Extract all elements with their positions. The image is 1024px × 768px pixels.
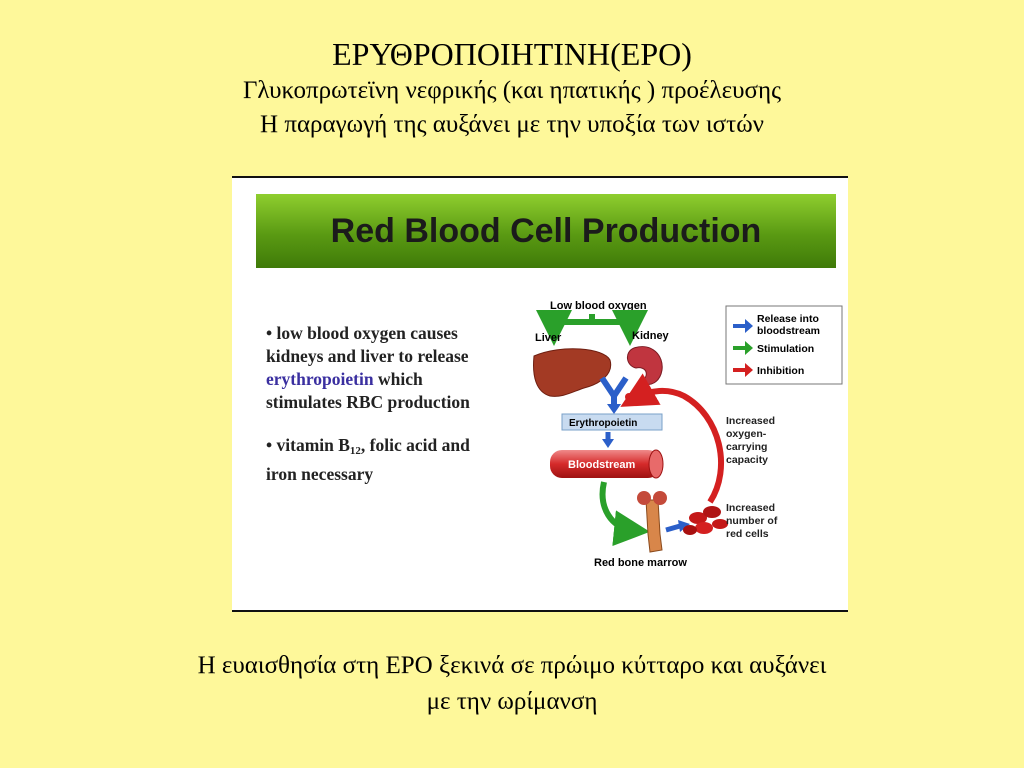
- release-arrow: [602, 378, 626, 406]
- slide-footer: [0, 648, 1024, 720]
- bloodstream-label: Bloodstream: [568, 459, 636, 471]
- inhibition-dot: [625, 393, 633, 401]
- red-cells-label: [726, 502, 778, 540]
- red-cells-cluster: [683, 506, 728, 535]
- slide-header: [0, 34, 1024, 142]
- banner-title: Red Blood Cell Production: [330, 211, 762, 250]
- capacity-line-2: oxygen-: [726, 428, 767, 440]
- kidney-label: Kidney: [632, 330, 669, 342]
- release-arrowhead: [607, 404, 621, 414]
- stim-arrow-liver: [554, 314, 592, 328]
- bone-marrow-icon: [646, 500, 662, 552]
- b12-subscript: 12: [349, 445, 361, 457]
- footer-line-1: Η ευαισθησία στη ΕΡΟ ξεκινά σε πρώιμο κύτταρο και αυξάνει: [197, 652, 827, 679]
- bullet-epo-tail: which stimulates RBC production: [266, 369, 470, 412]
- subtitle-hypoxia: Η παραγωγή της αυξάνει με την υποξία των ιστών: [260, 111, 764, 138]
- capacity-line-1: Increased: [726, 415, 776, 427]
- slide-title: ΕΡΥΘΡΟΠΟΙΗΤΙΝΗ(ΕΡΟ): [332, 36, 692, 72]
- red-cells-line-2: number of: [726, 515, 778, 527]
- bone-knob-left: [637, 491, 651, 505]
- legend-stim-label: Stimulation: [757, 343, 815, 355]
- erythropoietin-highlight: erythropoietin: [266, 369, 374, 389]
- capacity-label: [726, 415, 775, 466]
- capacity-line-4: capacity: [726, 454, 769, 466]
- legend-inhib-label: Inhibition: [757, 365, 805, 377]
- legend-release-label-2: bloodstream: [757, 325, 821, 337]
- rbc-production-figure: [232, 176, 848, 612]
- liver-label: Liver: [535, 332, 562, 344]
- stim-arrow-marrow: [603, 482, 632, 530]
- legend-release-label-1: Release into: [757, 313, 819, 325]
- rbc-diagram: [232, 178, 848, 610]
- subtitle-origin: Γλυκοπρωτεϊνη νεφρικής (και ηπατικής ) προέλευσης: [242, 77, 782, 104]
- bone-knob-right: [653, 491, 667, 505]
- kidney-icon: [627, 347, 662, 385]
- tube-end: [649, 450, 663, 478]
- legend: [726, 306, 842, 384]
- release-arrowhead-2: [602, 439, 614, 448]
- liver-icon: [534, 349, 611, 397]
- bullet-nutrients-text: • vitamin B: [266, 435, 350, 455]
- bullet-epo-text: • low blood oxygen causes kidneys and liver to release: [266, 323, 469, 366]
- low-oxygen-label: Low blood oxygen: [550, 300, 647, 312]
- bone-marrow-label: Red bone marrow: [594, 557, 687, 569]
- footer-line-2: με την ωρίμανση: [426, 688, 598, 715]
- red-cells-line-1: Increased: [726, 502, 776, 514]
- red-cells-line-3: red cells: [726, 528, 769, 540]
- release-arrow-3: [666, 526, 680, 530]
- erythropoietin-label: Erythropoietin: [569, 418, 638, 429]
- bullet-nutrients-tail: , folic acid and iron necessary: [266, 435, 470, 484]
- capacity-line-3: carrying: [726, 441, 768, 453]
- stim-arrow-kidney: [592, 322, 630, 328]
- inhibition-arrow: [636, 391, 721, 502]
